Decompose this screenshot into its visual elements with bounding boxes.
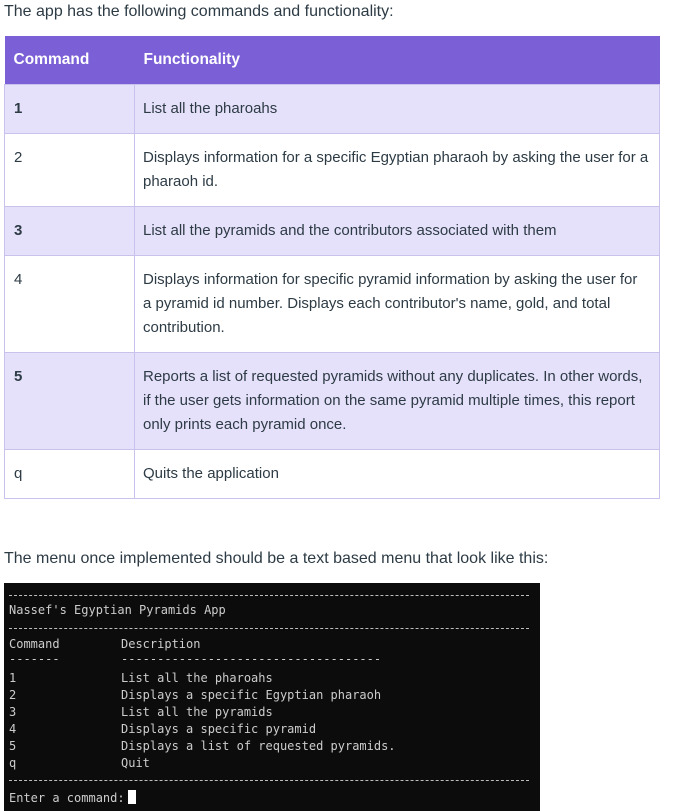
commands-table bbox=[4, 36, 660, 499]
functionality-cell: List all the pharoahs bbox=[135, 85, 660, 134]
console-app-title: Nassef's Egyptian Pyramids App bbox=[9, 603, 226, 617]
command-cell: 3 bbox=[5, 207, 135, 256]
command-cell: q bbox=[5, 450, 135, 499]
console-divider bbox=[9, 595, 529, 596]
console-item-desc: Displays a specific Egyptian pharaoh bbox=[121, 688, 382, 702]
table-row bbox=[5, 207, 660, 256]
menu-intro-text: The menu once implemented should be a text based menu that look like this: bbox=[4, 550, 549, 567]
table-row bbox=[5, 85, 660, 134]
command-cell: 4 bbox=[5, 256, 135, 353]
console-item-key: 5 bbox=[9, 739, 17, 753]
console-item-desc: Displays a specific pyramid bbox=[121, 722, 317, 736]
console-item-key: q bbox=[9, 756, 17, 770]
functionality-cell: Displays information for specific pyramid information by asking the user for a pyramid id number. Displays each contributor's name, gold, and total contribution. bbox=[135, 256, 660, 353]
console-col-command-underline: ------- bbox=[9, 652, 60, 666]
header-functionality: Functionality bbox=[135, 36, 660, 85]
table-row bbox=[5, 353, 660, 450]
functionality-cell: List all the pyramids and the contributors associated with them bbox=[135, 207, 660, 256]
table-row bbox=[5, 134, 660, 207]
console-item-key: 3 bbox=[9, 705, 17, 719]
table-row bbox=[5, 256, 660, 353]
console-screenshot bbox=[4, 583, 540, 811]
table-header-row bbox=[5, 36, 660, 85]
console-item-desc: Displays a list of requested pyramids. bbox=[121, 739, 396, 753]
console-prompt-line[interactable] bbox=[9, 790, 136, 807]
console-col-description-underline: ------------------------------------ bbox=[121, 652, 382, 666]
console-item-desc: List all the pyramids bbox=[121, 705, 273, 719]
table-row bbox=[5, 450, 660, 499]
functionality-cell: Displays information for a specific Egyptian pharaoh by asking the user for a pharaoh id. bbox=[135, 134, 660, 207]
header-command: Command bbox=[5, 36, 135, 85]
text-cursor bbox=[128, 790, 136, 804]
console-item-desc: Quit bbox=[121, 756, 150, 770]
command-cell: 5 bbox=[5, 353, 135, 450]
console-item-key: 4 bbox=[9, 722, 17, 736]
console-item-key: 2 bbox=[9, 688, 17, 702]
console-divider bbox=[9, 780, 529, 781]
console-col-command: Command bbox=[9, 637, 60, 651]
command-cell: 1 bbox=[5, 85, 135, 134]
console-prompt: Enter a command: bbox=[9, 791, 125, 805]
console-divider bbox=[9, 628, 529, 629]
console-item-desc: List all the pharoahs bbox=[121, 671, 273, 685]
command-cell: 2 bbox=[5, 134, 135, 207]
functionality-cell: Reports a list of requested pyramids without any duplicates. In other words, if the user gets information on the same pyramid multiple times, this report only prints each pyramid once. bbox=[135, 353, 660, 450]
console-item-key: 1 bbox=[9, 671, 17, 685]
intro-text: The app has the following commands and functionality: bbox=[4, 3, 394, 20]
functionality-cell: Quits the application bbox=[135, 450, 660, 499]
console-col-description: Description bbox=[121, 637, 201, 651]
